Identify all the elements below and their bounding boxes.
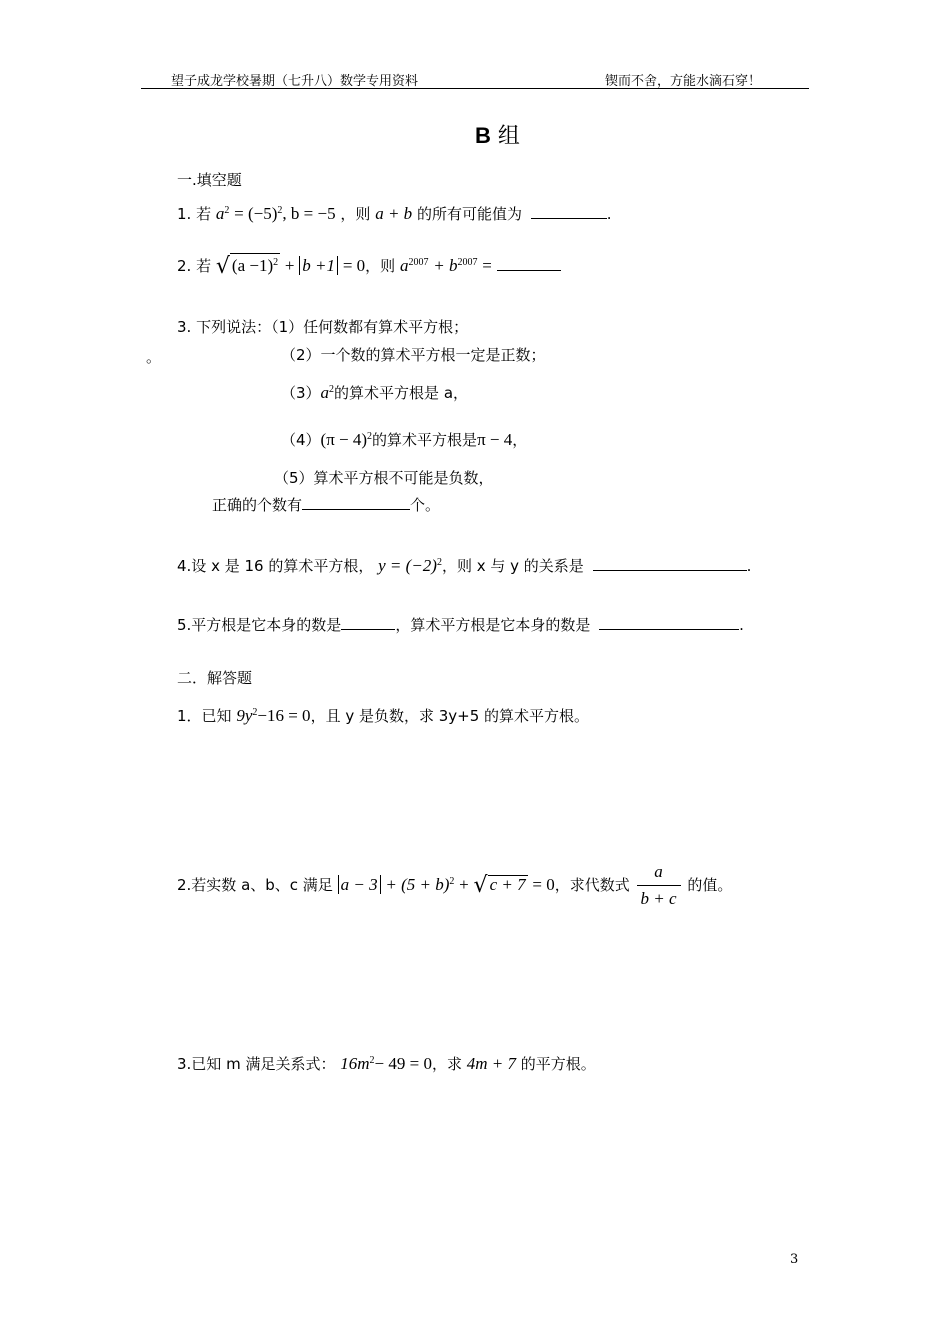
exponent: 2 xyxy=(436,557,442,568)
statement-4 xyxy=(281,429,527,450)
question-number: 1. xyxy=(177,205,192,223)
fill-question-2 xyxy=(177,253,561,279)
question-text: ，且 y 是负数，求 3y+5 的算术平方根。 xyxy=(310,707,590,725)
math-expression: = 0 xyxy=(532,875,555,894)
exponent: 2 xyxy=(224,205,230,216)
exponent: 2 xyxy=(252,707,258,718)
fraction-denominator: b + c xyxy=(640,889,677,908)
statement-label: （4） xyxy=(281,431,321,449)
exponent: 2 xyxy=(369,1055,375,1066)
math-expression: −16 = 0 xyxy=(257,706,311,725)
section1-heading: 一.填空题 xyxy=(177,171,242,189)
exponent: 2 xyxy=(273,257,279,268)
math-expression: + b xyxy=(433,256,458,275)
question-text: 下列说法：（1）任何数都有算术平方根； xyxy=(196,318,469,336)
question-number: 2. xyxy=(177,257,192,275)
header-right: 锲而不舍，方能水滴石穿！ xyxy=(605,74,762,89)
math-expression: a xyxy=(399,256,409,275)
solve-question-1 xyxy=(177,705,589,726)
question-text: ，则 xyxy=(365,257,396,275)
answer-blank[interactable] xyxy=(599,615,739,630)
question-text: . xyxy=(606,205,612,223)
math-expression: − 49 = 0 xyxy=(374,1054,432,1073)
exponent: 2 xyxy=(277,205,283,216)
statement-2: （2）一个数的算术平方根一定是正数； xyxy=(281,346,546,364)
question-text: ，则 xyxy=(340,205,371,223)
statement-answer xyxy=(212,494,440,515)
sqrt-expression: √ c + 7 xyxy=(473,873,526,898)
exponent: 2007 xyxy=(408,257,429,268)
fill-question-1 xyxy=(177,203,612,224)
exponent: 2 xyxy=(449,876,455,887)
question-text: 正确的个数有 xyxy=(212,496,303,514)
question-text: 5.平方根是它本身的数是 xyxy=(177,616,342,634)
title-letter: B xyxy=(475,123,491,148)
title-text: 组 xyxy=(497,124,520,149)
answer-blank[interactable] xyxy=(531,204,607,219)
question-text: ， xyxy=(512,431,528,449)
answer-blank[interactable] xyxy=(497,256,561,271)
page-number: 3 xyxy=(790,1252,799,1267)
answer-blank[interactable] xyxy=(341,615,395,630)
question-text: 1．已知 xyxy=(177,707,232,725)
fraction xyxy=(637,862,681,909)
exponent: 2 xyxy=(329,384,335,395)
solve-question-3 xyxy=(177,1053,596,1074)
header-rule xyxy=(141,88,809,89)
statement-label: （3） xyxy=(281,384,321,402)
math-expression: = xyxy=(482,256,492,275)
answer-blank[interactable] xyxy=(302,495,410,510)
question-text: 3.已知 m 满足关系式： xyxy=(177,1055,336,1073)
sqrt-expression: √ $(a -1)^2$ xyxy=(215,254,279,279)
math-expression: y = (−2) xyxy=(378,556,437,575)
math-expression: = (−5) xyxy=(234,204,278,223)
math-expression: c + 7 xyxy=(489,875,526,894)
question-text: 的平方根。 xyxy=(520,1055,596,1073)
section2-heading: 二．解答题 xyxy=(177,669,253,687)
question-text: 2.若实数 a、b、c 满足 xyxy=(177,876,333,894)
math-expression: a xyxy=(215,204,225,223)
math-expression: + (5 + b) xyxy=(385,875,450,894)
question-number: 3. xyxy=(177,318,192,336)
statement-3 xyxy=(281,382,468,403)
question-text: 若 xyxy=(196,257,212,275)
absolute-value: a − 3 xyxy=(338,875,381,894)
header-left: 望子成龙学校暑期（七升八）数学专用资料 xyxy=(171,74,419,89)
statement-5: （5）算术平方根不可能是负数， xyxy=(274,469,494,487)
exponent: 2007 xyxy=(457,257,478,268)
question-text: . xyxy=(739,616,744,634)
solve-question-2 xyxy=(177,862,732,909)
question-text: 的算术平方根是 xyxy=(372,431,478,449)
question-text: 的所有可能值为 xyxy=(416,205,522,223)
fill-question-4 xyxy=(177,555,751,576)
question-text: . xyxy=(746,557,752,575)
math-expression: 16m xyxy=(340,1054,370,1073)
question-text: 若 xyxy=(196,205,212,223)
question-text: 个。 xyxy=(410,496,441,514)
math-expression: π − 4 xyxy=(477,430,513,449)
question-text: ，求 xyxy=(431,1055,462,1073)
stray-mark: 。 xyxy=(146,348,162,366)
page-title xyxy=(475,119,520,150)
fraction-numerator: a xyxy=(637,862,681,886)
question-text: 的值。 xyxy=(687,876,733,894)
question-text: 4.设 x 是 16 的算术平方根， xyxy=(177,557,374,575)
fill-question-5 xyxy=(177,614,744,635)
exponent: 2 xyxy=(367,431,373,442)
absolute-value: b +1 xyxy=(299,256,338,275)
math-expression: 9y xyxy=(236,706,253,725)
question-text: ，求代数式 xyxy=(554,876,630,894)
math-expression: + xyxy=(459,875,469,894)
math-expression: (π − 4) xyxy=(320,430,368,449)
math-expression: (a −1) xyxy=(231,256,274,275)
math-expression: a xyxy=(320,383,330,402)
question-text: 的算术平方根是 a， xyxy=(334,384,469,402)
question-text: ，算术平方根是它本身的数是 xyxy=(395,616,591,634)
math-expression: , b = −5 xyxy=(282,204,336,223)
answer-blank[interactable] xyxy=(593,556,747,571)
fill-question-3 xyxy=(177,316,468,337)
math-expression: a + b xyxy=(375,204,413,223)
math-expression: + xyxy=(284,256,295,275)
math-expression: 4m + 7 xyxy=(466,1054,517,1073)
question-text: ，则 x 与 y 的关系是 xyxy=(441,557,584,575)
math-expression: = 0 xyxy=(342,256,366,275)
